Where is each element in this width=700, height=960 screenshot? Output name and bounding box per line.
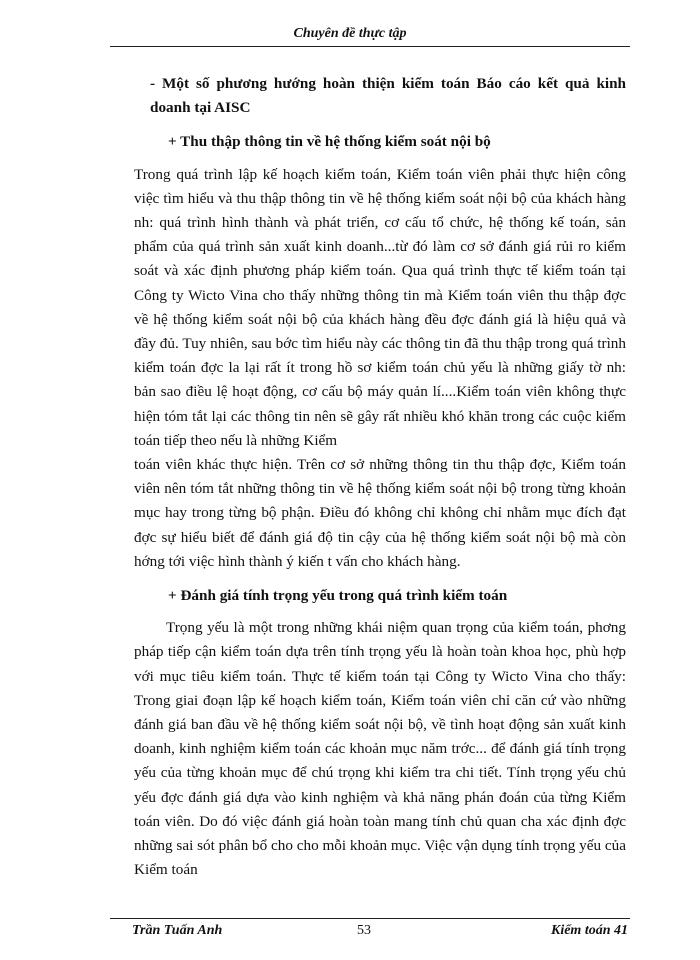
footer-department: Kiểm toán 41 [550,923,628,938]
document-body [134,72,626,883]
subsection-heading-materiality: + Đánh giá tính trọng yếu trong quá trình kiểm toán [168,587,508,605]
footer-rule [110,918,630,919]
header-rule [110,46,630,47]
section-intro-heading: - Một số phương hướng hoàn thiện kiểm toán Báo cáo kết quả kinh doanh tại AISC [150,75,626,117]
paragraph-materiality: Trọng yếu là một trong những khái niệm quan trọng của kiểm toán, phơng pháp tiếp cận kiểm toán dựa trên tính trọng yếu là hoàn toàn khoa học, phù hợp với mục tiêu kiểm toán. Thực tế kiểm toán tại Công ty Wicto Vina cho thấy: Trong giai đoạn lập kế hoạch kiểm toán, Kiểm toán viên chỉ căn cứ vào những đánh giá ban đầu về hệ thống kiểm soát nội bộ, về tình hoạt động sản xuất kinh doanh, kinh nghiệm kiểm toán các khoản mục năm trớc... để đánh giá tính trọng yếu của từng khoản mục để chú trọng khi kiểm tra chi tiết. Tính trọng yếu chủ yếu đợc đánh giá dựa vào kinh nghiệm và khả năng phán đoán của từng Kiểm toán viên. Do đó việc đánh giá hoàn toàn mang tính chủ quan cha xác định đợc những sai sót phân bổ cho cho mỗi khoản mục. Việc vận dụng tính trọng yếu của Kiểm toán [134,619,626,879]
footer-page-number: 53 [357,923,371,938]
page-header-title: Chuyên đề thực tập [293,26,407,41]
paragraph-internal-control-b: toán viên khác thực hiện. Trên cơ sở những thông tin thu thập đợc, Kiểm toán viên nên tóm tắt những thông tin về hệ thống kiểm soát nội bộ trong từng khoản mục hay trong từng bộ phận. Điều đó không chỉ không chỉ nhằm mục đích đạt đợc sự hiểu biết để đánh giá độ tin cậy của hệ thống kiểm soát nội bộ mà còn hớng tới việc hình thành ý kiến t vấn cho khách hàng. [134,456,626,570]
footer-author: Trần Tuấn Anh [132,923,223,938]
subsection-heading-internal-control: + Thu thập thông tin về hệ thống kiểm soát nội bộ [168,133,491,151]
paragraph-internal-control-a: Trong quá trình lập kế hoạch kiểm toán, Kiểm toán viên phải thực hiện công việc tìm hiểu và thu thập thông tin về hệ thống kiểm soát nội bộ của khách hàng nh: quá trình hình thành và phát triển, cơ cấu tổ chức, hệ thống kế toán, sản phẩm của quá trình sản xuất kinh doanh...từ đó làm cơ sở đánh giá rủi ro kiểm soát và xác định phương pháp kiểm toán. Qua quá trình thực tế kiểm toán tại Công ty Wicto Vina cho thấy những thông tin mà Kiểm toán viên thu thập đợc về hệ thống kiểm soát nội bộ của khách hàng đều đợc đánh giá là hiệu quả và đầy đủ. Tuy nhiên, sau bớc tìm hiểu này các thông tin đã thu thập trong quá trình kiểm toán đợc la lại rất ít trong hồ sơ kiểm toán chủ yếu là những giấy tờ nh: bản sao điều lệ hoạt động, cơ cấu bộ máy quản lí....Kiểm toán viên không thực hiện tóm tắt lại các thông tin nên sẽ gây rất nhiều khó khăn trong các cuộc kiểm toán tiếp theo nếu là những Kiểm [134,165,626,449]
